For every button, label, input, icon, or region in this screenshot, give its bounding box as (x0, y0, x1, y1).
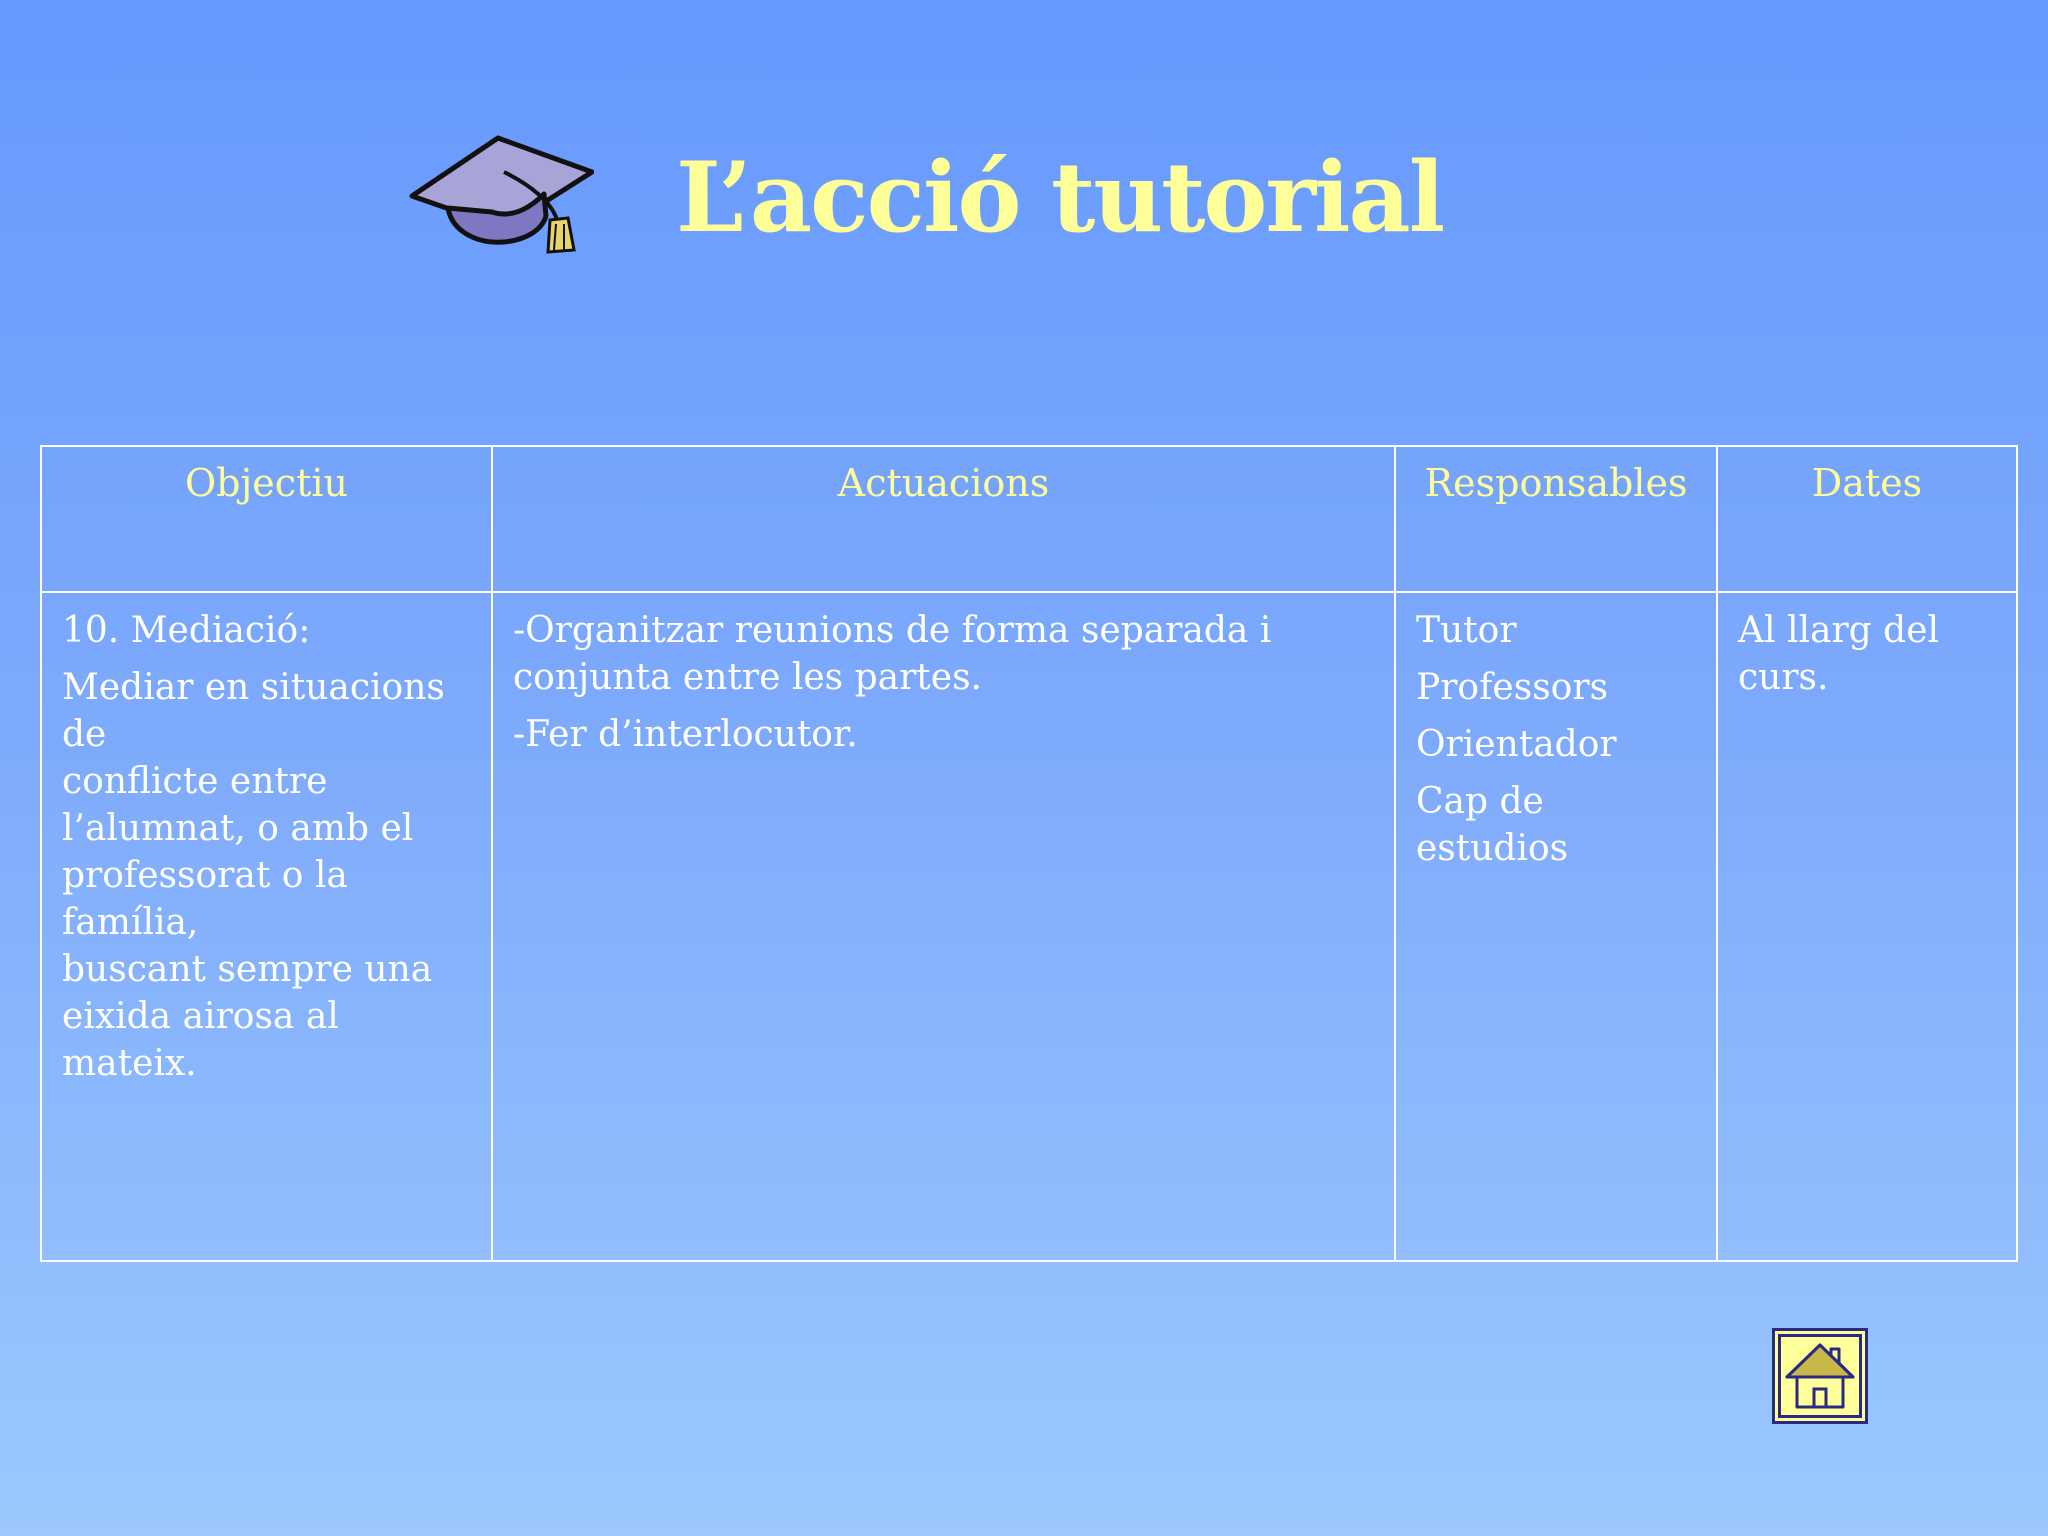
actuacions-line: conjunta entre les partes. (513, 657, 982, 698)
objectiu-line: Mediar en situacions de (62, 667, 445, 755)
header-actuacions: Actuacions (492, 446, 1395, 592)
cell-dates (1717, 592, 2017, 1261)
objectiu-line: conflicte entre (62, 761, 328, 802)
objectiu-line: buscant sempre una (62, 949, 433, 990)
dates-line: curs. (1738, 657, 1829, 698)
tutorial-table (40, 445, 2018, 1262)
responsables-item: Cap de (1416, 781, 1544, 822)
graduation-cap-icon (408, 132, 594, 256)
cell-responsables (1395, 592, 1717, 1261)
objectiu-line: l’alumnat, o amb el (62, 808, 414, 849)
responsables-item: Tutor (1416, 610, 1517, 651)
header-responsables: Responsables (1395, 446, 1717, 592)
home-icon (1783, 1339, 1857, 1413)
cell-objectiu (41, 592, 492, 1261)
objectiu-line: eixida airosa al mateix. (62, 996, 339, 1084)
objectiu-heading: 10. Mediació: (62, 610, 311, 651)
objectiu-line: professorat o la família, (62, 855, 348, 943)
dates-line: Al llarg del (1738, 610, 1940, 651)
responsables-item: Professors (1416, 667, 1609, 708)
header-dates: Dates (1717, 446, 2017, 592)
table-header-row (41, 446, 2017, 592)
cell-actuacions (492, 592, 1395, 1261)
home-button[interactable] (1772, 1328, 1868, 1424)
actuacions-line: -Fer d’interlocutor. (513, 714, 858, 755)
header-objectiu: Objectiu (41, 446, 492, 592)
responsables-item: estudios (1416, 828, 1569, 869)
responsables-item: Orientador (1416, 724, 1617, 765)
slide-title: L’acció tutorial (676, 141, 1444, 254)
table-row (41, 592, 2017, 1261)
actuacions-line: -Organitzar reunions de forma separada i (513, 610, 1272, 651)
